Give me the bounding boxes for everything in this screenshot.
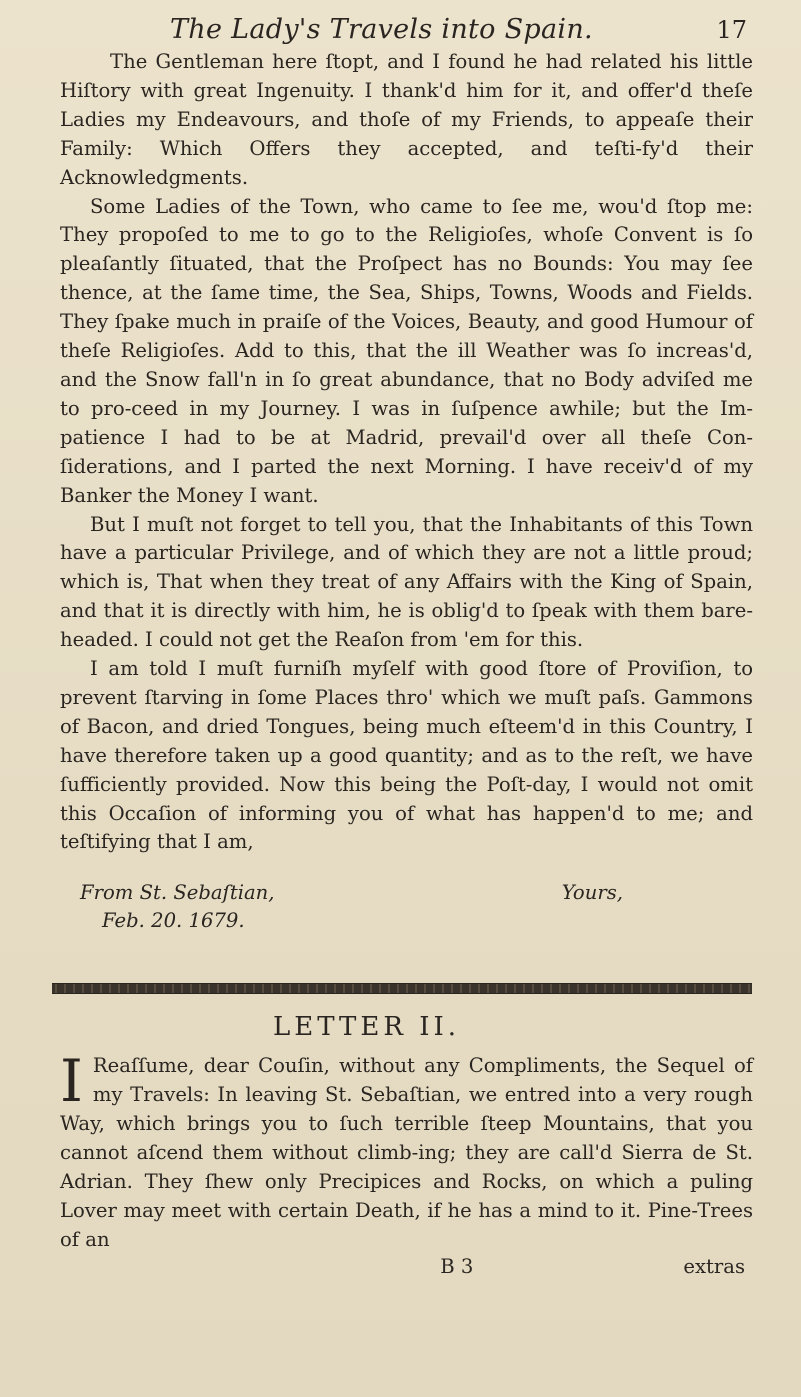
- page-number: 17: [716, 16, 747, 44]
- paragraph-2: Some Ladies of the Town, who came to ſee me, wou'd ſtop me: They propoſed to me to go to the Religioſes, whoſe Convent is ſo pleaſantly ſituated, that the Proſpect has no Bounds: You may ſee thence, at the ſame time, the Sea, Ships, Towns, Woods and Fields. They ſpake much in praiſe of the Voices, Beauty, and good Humour of theſe Religioſes. Add to this, that the ill Weather was ſo increas'd, and the Snow fall'n in ſo great abundance, that no Body adviſed me to pro-ceed in my Journey. I was in ſuſpence awhile; but the Im-patience I had to be at Madrid, prevail'd over all theſe Con-ſiderations, and I parted the next Morning. I have receiv'd of my Banker the Money I want.: [60, 194, 753, 507]
- page-footer: [60, 1255, 753, 1278]
- letter-2-body: [60, 1047, 753, 1254]
- letter-heading: LETTER II.: [272, 1012, 461, 1043]
- paragraph-1: The Gentleman here ſtopt, and I found he had related his little Hiſtory with great Ingenuity. I thank'd him for it, and offer'd theſe Ladies my Endeavours, and thoſe of my Friends, to appeaſe their Family: Which Offers they accepted, and teſti-fy'd their Acknowledgments.: [60, 50, 753, 189]
- letter-2-text: Reaſſume, dear Couſin, without any Compliments, the Sequel of my Travels: In leaving St. Sebaſtian, we entred into a very rough Way, which brings you to ſuch terrible ſteep Mountains, that you cannot aſcend them without climb-ing; they are call'd Sierra de St. Adrian. They ſhew only Precipices and Rocks, on which a puling Lover may meet with certain Death, if he has a mind to it. Pine-Trees of an: [60, 1054, 753, 1251]
- signature-mark: B 3: [440, 1254, 474, 1278]
- drop-cap: I: [60, 1047, 83, 1116]
- ornamental-rule: [52, 983, 752, 994]
- letter-closing: [60, 879, 753, 935]
- catchword: extras: [683, 1254, 745, 1278]
- closing-place: From St. Sebaſtian,: [80, 881, 275, 905]
- paragraph-4: I am told I muſt furniſh myſelf with good ſtore of Proviſion, to prevent ſtarving in ſome Places thro' which we muſt paſs. Gammons of Bacon, and dried Tongues, being much eſteem'd in this Country, I have therefore taken up a good quantity; and as to the reſt, we have ſufficiently provided. Now this being the Poſt-day, I would not omit this Occaſion of informing you of what has happen'd to me; and teſtifying that I am,: [60, 657, 753, 854]
- paragraph-3: But I muſt not forget to tell you, that the Inhabitants of this Town have a particular Privilege, and of which they are not a little proud; which is, That when they treat of any Affairs with the King of Spain, and that it is directly with him, he is oblig'd to ſpeak with them bare-headed. I could not get the Reaſon from 'em for this.: [60, 512, 753, 652]
- closing-valediction: Yours,: [561, 881, 623, 905]
- running-head: [60, 14, 753, 48]
- closing-date: Feb. 20. 1679.: [102, 909, 245, 933]
- closing-place-date: [80, 879, 274, 935]
- running-title: The Lady's Travels into Spain.: [170, 14, 593, 45]
- letter-2-paragraph: [60, 1047, 753, 1254]
- body-text: [60, 48, 753, 857]
